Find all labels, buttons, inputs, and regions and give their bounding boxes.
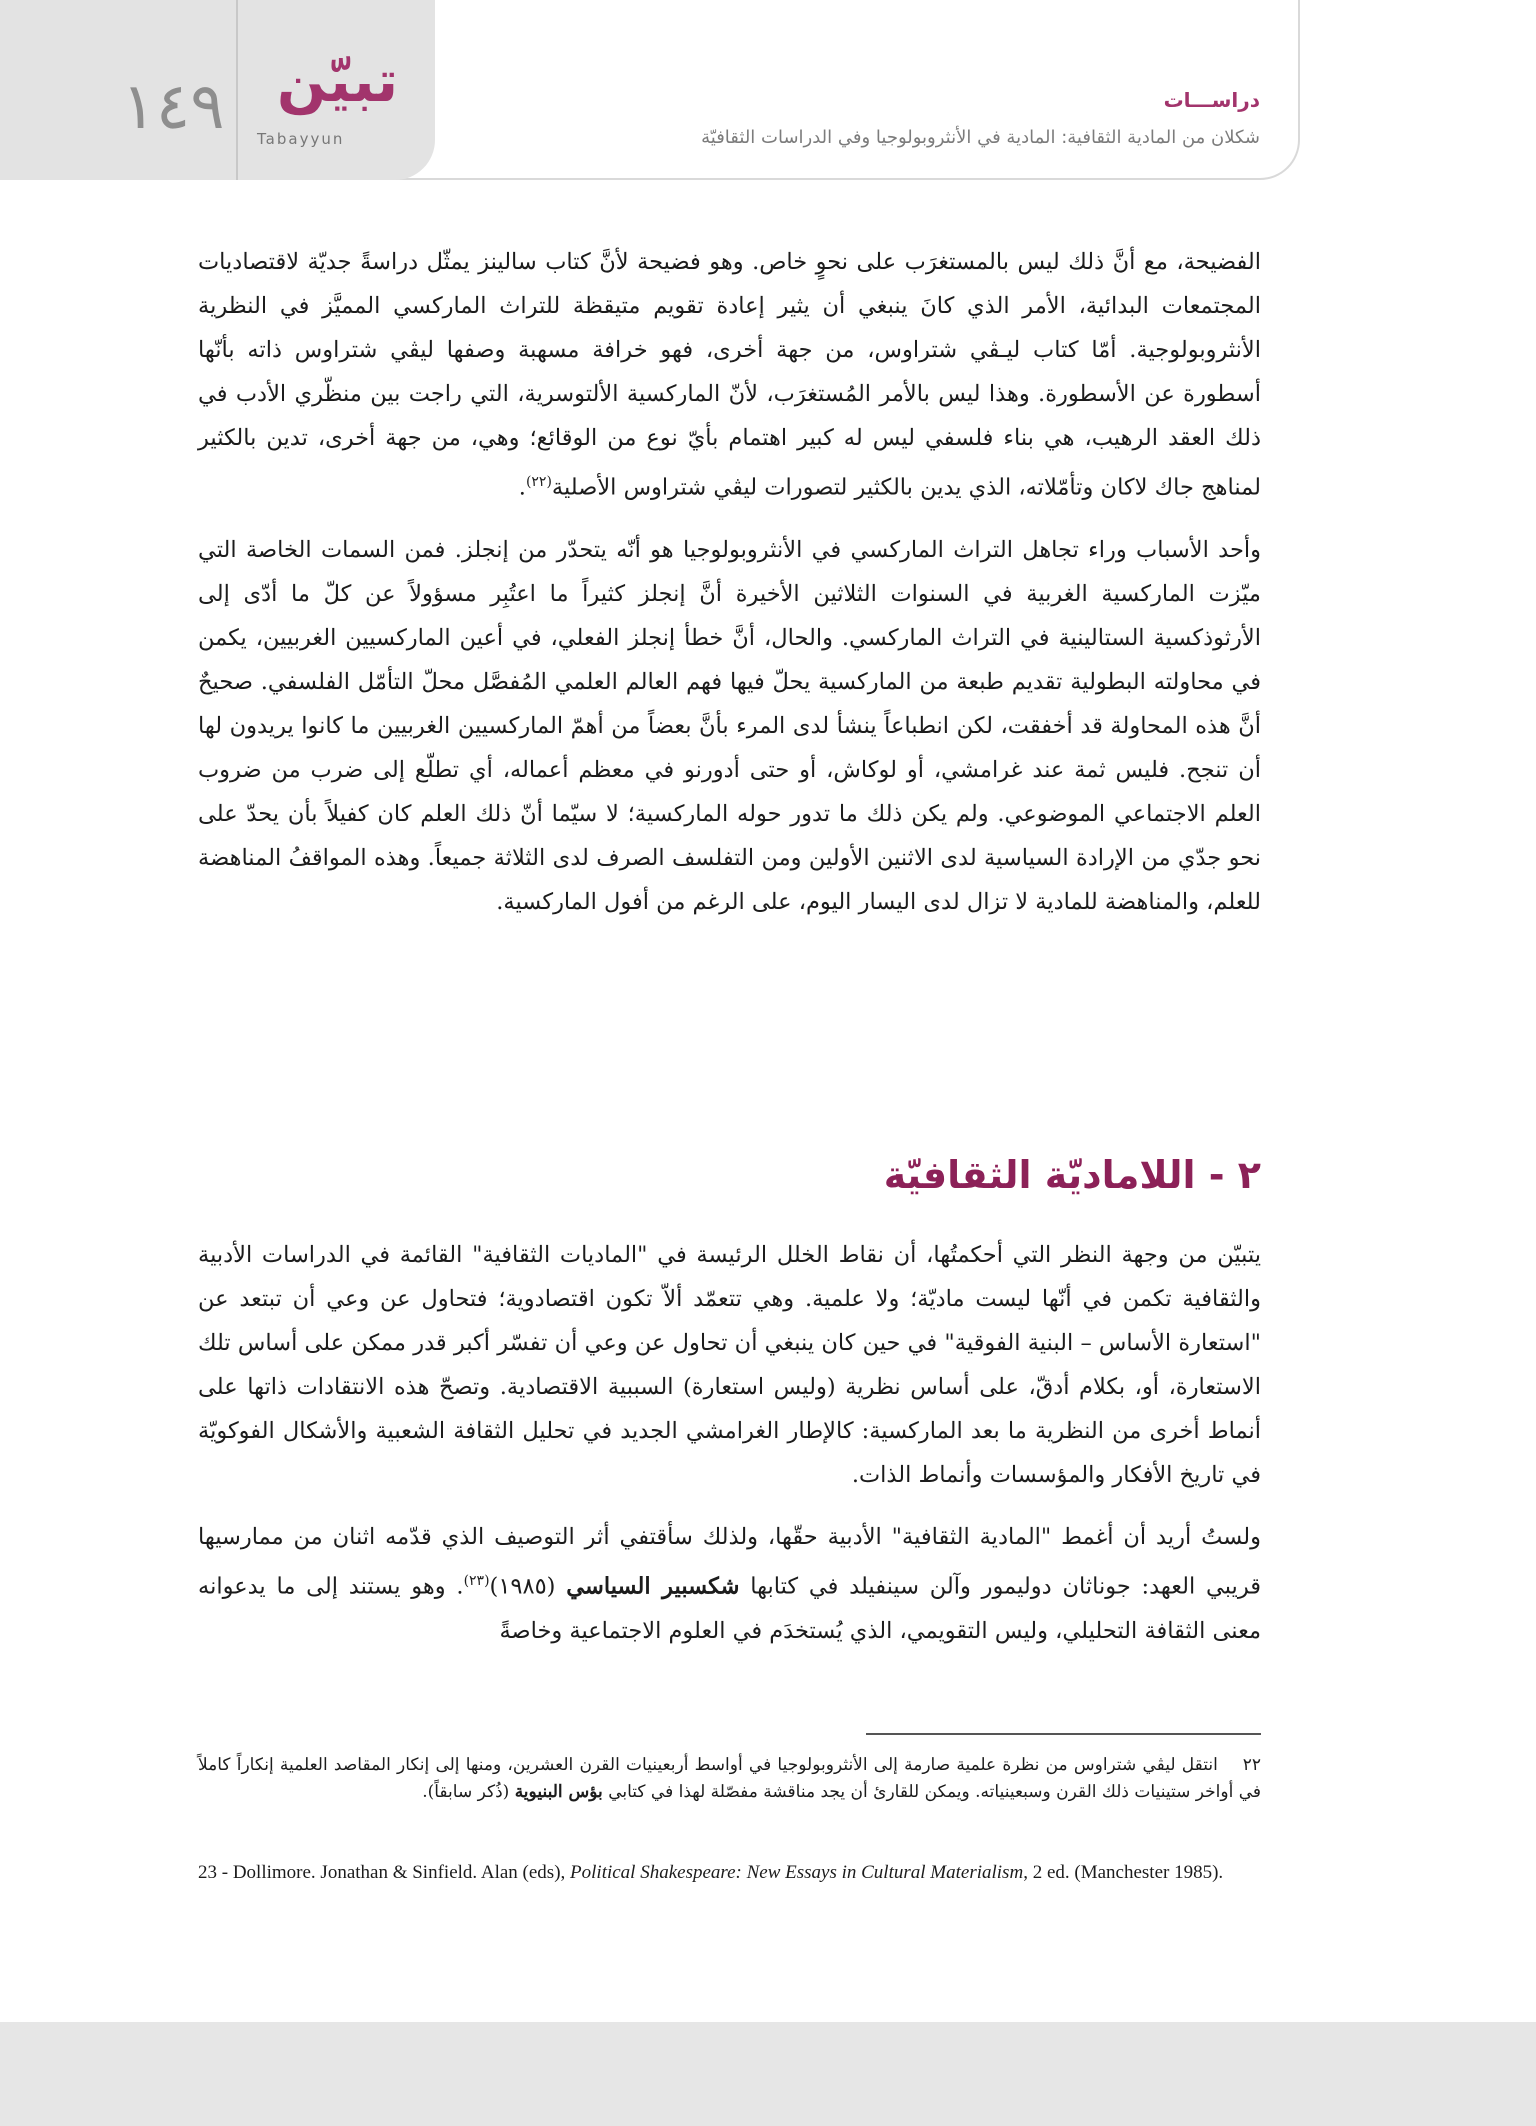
journal-logo [255,47,420,162]
paragraph [198,240,1261,510]
paragraph: وأحد الأسباب وراء تجاهل التراث الماركسي في الأنثروبولوجيا هو أنّه يتحدّر من إنجلز. فمن السمات الخاصة التي ميّزت الماركسية الغربية في السنوات الثلاثين الأخيرة أنَّ إنجلز كثيراً ما اعتُبِر مسؤولاً عن كلّ ما أدّى إلى الأرثوذكسية الستالينية في التراث الماركسي. والحال، أنَّ خطأ إنجلز الفعلي، في أعين الماركسيين الغربيين، يكمن في محاولته البطولية تقديم طبعة من الماركسية يحلّ فيها فهم العالم العلمي المُفصَّل محلّ التأمّل الفلسفي. صحيحٌ أنَّ هذه المحاولة قد أخفقت، لكن انطباعاً ينشأ لدى المرء بأنَّ بعضاً من أهمّ الماركسيين الغربيين ما كانوا يريدون لها أن تنجح. فليس ثمة عند غرامشي، أو لوكاش، أو حتى أدورنو في معظم أعماله، أي تطلّع إلى ضرب من ضروب العلم الاجتماعي الموضوعي. ولم يكن ذلك ما تدور حوله الماركسية؛ لا سيّما أنّ ذلك العلم كان كفيلاً بأن يحدّ على نحو جدّي من الإرادة السياسية لدى الاثنين الأولين ومن التفلسف الصرف لدى الثلاثة جميعاً. وهذه المواقفُ المناهضة للعلم، والمناهضة للمادية لا تزال لدى اليسار اليوم، على الرغم من أفول الماركسية. [198,536,1261,915]
paragraph-text-end: . [518,474,526,501]
footnote-text: 23 - Dollimore. Jonathan & Sinfield. Alan (eds), [198,1862,571,1883]
footnote-23 [198,1860,1261,1886]
footnote-22 [198,1752,1261,1806]
footnote-text-end: (ذُكر سابقاً). [422,1782,515,1802]
running-title: شكلان من المادية الثقافية: المادية في الأنثروبولوجيا وفي الدراسات الثقافيّة [701,127,1260,148]
paragraph-text: . وهو يستند إلى ما يدعوانه معنى الثقافة التحليلي، وليس التقويمي، الذي يُستخدَم في العلوم الاجتماعية وخاصةً [198,1573,1261,1644]
section-heading: ٢ - اللاماديّة الثقافيّة [883,1153,1261,1197]
paragraph [198,1515,1261,1653]
footnote-text: انتقل ليڤي شتراوس من نظرة علمية صارمة إلى الأنثروبولوجيا في أواسط أربعينيات القرن العشرين، ومنها إلى إنكار المقاصد العلمية إنكاراً كاملاً في أواخر ستينيات ذلك القرن وسبعينياته. ويمكن للقارئ أن يجد مناقشة مفصّلة لهذا في كتابي [198,1755,1261,1802]
paragraph-text: ولستُ أريد أن أغمط "المادية الثقافية" الأدبية حقّها، ولذلك سأقتفي أثر التوصيف الذي قدّمه اثنان من ممارسيها قريبي العهد: جوناثان دوليمور وآلن سينفيلد في كتابها [198,1524,1261,1600]
page-number: ١٤٩ [121,70,225,144]
logo-latin-text: Tabayyun [257,130,345,148]
tab-divider [236,0,238,180]
paragraph-text: (١٩٨٥) [489,1573,567,1600]
body-block-2 [198,1233,1261,1653]
footnote-reference-22: (٢٢) [525,474,552,490]
footnote-book-title: بؤس البنيوية [514,1782,603,1802]
paragraph: يتبيّن من وجهة النظر التي أحكمتُها، أن نقاط الخلل الرئيسة في "الماديات الثقافية" القائمة في الدراسات الأدبية والثقافية تكمن في أنّها ليست ماديّة؛ ولا علمية. وهي تتعمّد ألاّ تكون اقتصادوية؛ فتحاول عن وعي أن تبتعد عن "استعارة الأساس – البنية الفوقية" في حين كان ينبغي أن تحاول عن وعي أن تفسّر أكبر قدر ممكن على أساس تلك الاستعارة، أو، بكلام أدقّ، على أساس نظرية (وليس استعارة) السببية الاقتصادية. وتصحّ هذه الانتقادات ذاتها على أنماط أخرى من النظرية ما بعد الماركسية: كالإطار الغرامشي الجديد في تحليل الثقافة الشعبية والأشكال الفوكويّة في تاريخ الأفكار والمؤسسات وأنماط الذات. [198,1242,1261,1488]
body-block-1 [198,240,1261,924]
footnote-book-title: Political Shakespeare: New Essays in Cultural Materialism [570,1862,1024,1883]
logo-arabic-text: تبيّن [276,47,399,115]
book-title: شكسبير السياسي [566,1573,740,1600]
footnote-separator [866,1733,1261,1735]
paragraph-text: الفضيحة، مع أنَّ ذلك ليس بالمستغرَب على نحوٍ خاص. وهو فضيحة لأنَّ كتاب سالينز يمثّل دراسةً جديّة لاقتصاديات المجتمعات البدائية، الأمر الذي كانَ ينبغي أن يثير إعادة تقويم متيقظة للتراث الماركسي المميَّز في النظرية الأنثروبولوجية. أمّا كتاب ليـڤي شتراوس، من جهة أخرى، فهو خرافة مسهبة وصفها ليڤي شتراوس ذاته بأنّها أسطورة عن الأسطورة. وهذا ليس بالأمر المُستغرَب، لأنّ الماركسية الألتوسرية، التي راجت بين منظّري الأدب في ذلك العقد الرهيب، هي بناء فلسفي ليس له كبير اهتمام بأيّ نوع من الوقائع؛ وهي، من جهة أخرى، تدين بالكثير لمناهج جاك لاكان وتأمّلاته، الذي يدين بالكثير لتصورات ليڤي شتراوس الأصلية [198,249,1261,501]
footnote-number: ٢٢ [1242,1755,1261,1775]
footnote-reference-23: (٢٣) [463,1573,490,1589]
footnote-text-end: , 2 ed. (Manchester 1985). [1023,1862,1224,1883]
section-label: دراســـات [1163,88,1260,112]
bottom-band [0,2022,1536,2126]
